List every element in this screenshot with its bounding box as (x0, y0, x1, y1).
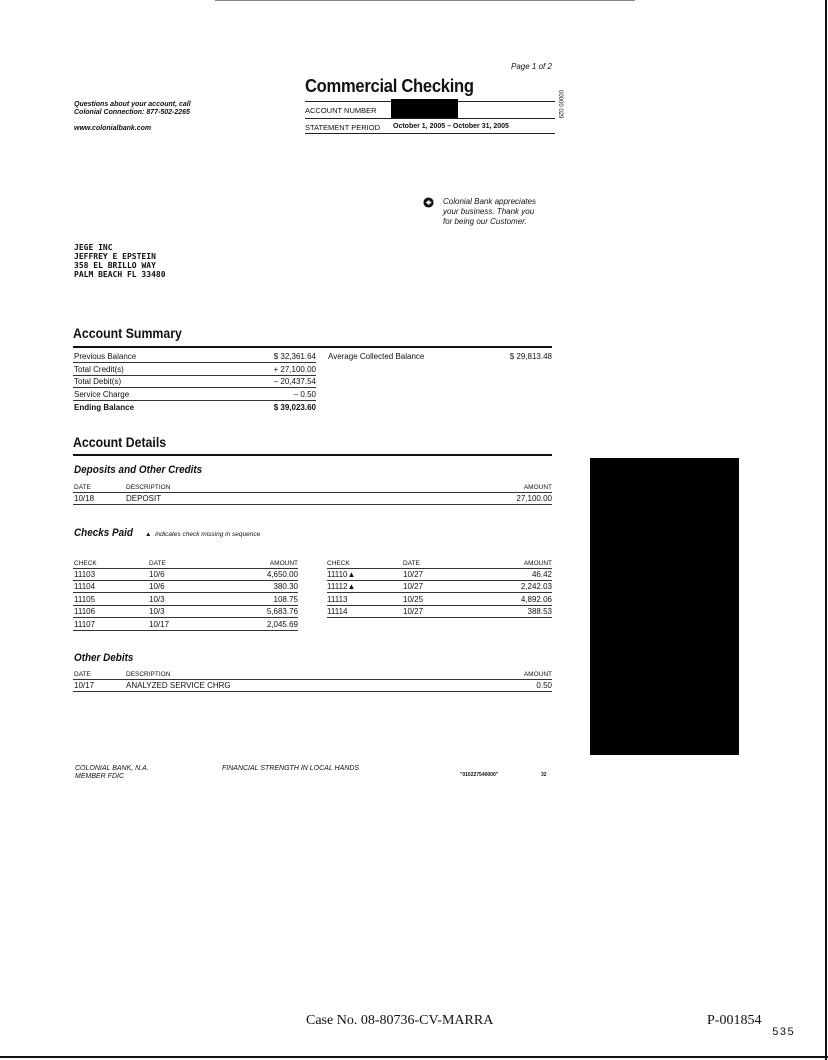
page-stamp: 535 (772, 1027, 795, 1039)
statement-title: Commercial Checking (305, 76, 474, 96)
check-amount: 388.53 (527, 607, 552, 616)
colonial-logo-icon (423, 197, 434, 208)
summary-row-rule (73, 375, 316, 376)
footer-code-number: 32 (541, 772, 547, 778)
check-date: 10/27 (403, 607, 424, 616)
check-date: 10/3 (149, 595, 165, 604)
top-border (215, 0, 635, 1)
missing-marker-icon: ▲ (145, 531, 152, 538)
avg-collected-label: Average Collected Balance (328, 352, 425, 361)
check-amount: 46.42 (531, 570, 552, 579)
summary-row-rule (73, 362, 316, 363)
check-amount: 380.30 (273, 582, 298, 591)
case-number: Case No. 08-80736-CV-MARRA (306, 1013, 494, 1028)
check-number: 11106 (74, 607, 96, 616)
bottom-border (0, 1056, 828, 1058)
deposits-col-desc: DESCRIPTION (126, 484, 171, 491)
check-number: 11104 (74, 582, 96, 591)
summary-rule (73, 346, 552, 348)
check-amount: 4,650.00 (266, 570, 298, 579)
bank-footer (75, 765, 149, 781)
summary-row-rule (73, 387, 316, 388)
checks-right-header-rule (327, 568, 552, 569)
address-line-4: PALM BEACH FL 33480 (74, 270, 166, 279)
bank-name-footer: COLONIAL BANK, N.A. (75, 765, 149, 772)
address-line-2: JEFFREY E EPSTEIN (74, 252, 156, 261)
summary-value-credits: + 27,100.00 (273, 365, 316, 374)
check-amount: 2,242.03 (520, 582, 552, 591)
check-date: 10/25 (403, 595, 424, 604)
check-row-rule (327, 617, 552, 618)
check-date: 10/6 (149, 570, 165, 579)
check-number: 11114 (327, 607, 348, 616)
address-line-3: 358 EL BRILLO WAY (74, 261, 156, 270)
footer-code: "010227540000" (460, 772, 499, 778)
check-row-rule (327, 580, 552, 581)
deposits-title: Deposits and Other Credits (74, 464, 203, 476)
details-rule (73, 454, 552, 456)
deposits-row-rule (73, 504, 552, 505)
bates-number: P-001854 (707, 1013, 762, 1028)
checks-left-header-rule (73, 568, 298, 569)
other-debits-title: Other Debits (74, 652, 134, 664)
check-row-rule (73, 580, 298, 581)
mailing-address (74, 243, 166, 279)
check-row-rule (73, 630, 298, 631)
avg-collected-value: $ 29,813.48 (509, 352, 552, 361)
debit-amount: 0.50 (536, 681, 552, 690)
checks-col-amount: AMOUNT (269, 560, 298, 567)
check-date: 10/3 (149, 607, 165, 616)
checks-col-amount-right: AMOUNT (523, 560, 552, 567)
appreciation-line-1: Colonial Bank appreciates (443, 197, 536, 206)
questions-line-2: Colonial Connection: 877-502-2265 (74, 109, 190, 116)
summary-label-debits: Total Debit(s) (74, 377, 122, 386)
appreciation-message (443, 197, 563, 227)
deposit-amount: 27,100.00 (516, 494, 552, 503)
deposit-description: DEPOSIT (126, 494, 162, 503)
summary-label-ending: Ending Balance (74, 403, 135, 412)
right-border (825, 0, 827, 1060)
check-row-rule (73, 617, 298, 618)
check-row-rule (73, 592, 298, 593)
check-row-rule (327, 592, 552, 593)
summary-label-service: Service Charge (74, 390, 130, 399)
questions-line-1: Questions about your account, call (74, 101, 191, 108)
redacted-block (590, 458, 739, 755)
debits-row-rule (73, 691, 552, 692)
bank-slogan: FINANCIAL STRENGTH IN LOCAL HANDS (222, 765, 360, 772)
checks-col-check-right: CHECK (327, 560, 350, 567)
check-number: 11107 (74, 620, 96, 629)
check-number: 11110▲ (327, 570, 356, 579)
debit-date: 10/17 (74, 681, 95, 690)
deposits-col-date: DATE (74, 484, 91, 491)
check-number: 11113 (327, 595, 348, 604)
statement-period-value: October 1, 2005 – October 31, 2005 (393, 123, 509, 130)
check-amount: 5,683.76 (266, 607, 298, 616)
check-number: 11103 (74, 570, 96, 579)
debits-col-date: DATE (74, 671, 91, 678)
page-indicator: Page 1 of 2 (511, 62, 552, 71)
summary-value-previous: $ 32,361.64 (273, 352, 316, 361)
summary-label-credits: Total Credit(s) (74, 365, 124, 374)
member-fdic: MEMBER FDIC (75, 773, 124, 780)
debit-description: ANALYZED SERVICE CHRG (126, 681, 231, 690)
check-row-rule (327, 605, 552, 606)
summary-value-service: – 0.50 (293, 390, 316, 399)
header-rule-bottom (305, 133, 555, 134)
appreciation-line-2: your business. Thank you (443, 207, 535, 216)
debits-col-amount: AMOUNT (523, 671, 552, 678)
bank-website: www.colonialbank.com (74, 125, 152, 132)
check-number: 11112▲ (327, 582, 356, 591)
check-amount: 108.75 (273, 595, 298, 604)
deposits-header-rule (73, 492, 552, 493)
deposit-date: 10/18 (74, 494, 95, 503)
side-code: 00000 029 (557, 90, 563, 119)
summary-label-previous: Previous Balance (74, 352, 137, 361)
check-date: 10/6 (149, 582, 165, 591)
debits-header-rule (73, 679, 552, 680)
appreciation-line-3: for being our Customer. (443, 217, 527, 226)
check-date: 10/27 (403, 582, 424, 591)
check-date: 10/27 (403, 570, 424, 579)
checks-paid-title: Checks Paid (74, 527, 133, 539)
checks-col-check: CHECK (74, 560, 97, 567)
missing-check-note-text: indicates check missing in sequence (155, 531, 261, 538)
checks-col-date: DATE (149, 560, 166, 567)
checks-col-date-right: DATE (403, 560, 420, 567)
redacted-account-number (391, 99, 458, 119)
deposits-col-amount: AMOUNT (523, 484, 552, 491)
account-number-label: ACCOUNT NUMBER (305, 106, 377, 115)
summary-row-rule (73, 400, 316, 401)
check-amount: 4,892.06 (520, 595, 552, 604)
debits-col-desc: DESCRIPTION (126, 671, 171, 678)
check-row-rule (73, 605, 298, 606)
address-line-1: JEGE INC (74, 243, 113, 252)
check-number: 11105 (74, 595, 96, 604)
account-details-title: Account Details (73, 434, 167, 450)
account-summary-title: Account Summary (73, 325, 182, 341)
summary-value-ending: $ 39,023.60 (273, 403, 316, 412)
header-rule-mid (305, 118, 555, 119)
summary-value-debits: – 20,437.54 (273, 377, 316, 386)
statement-period-label: STATEMENT PERIOD (305, 123, 381, 132)
check-date: 10/17 (149, 620, 170, 629)
missing-check-note (145, 531, 260, 538)
check-amount: 2,045.69 (266, 620, 298, 629)
